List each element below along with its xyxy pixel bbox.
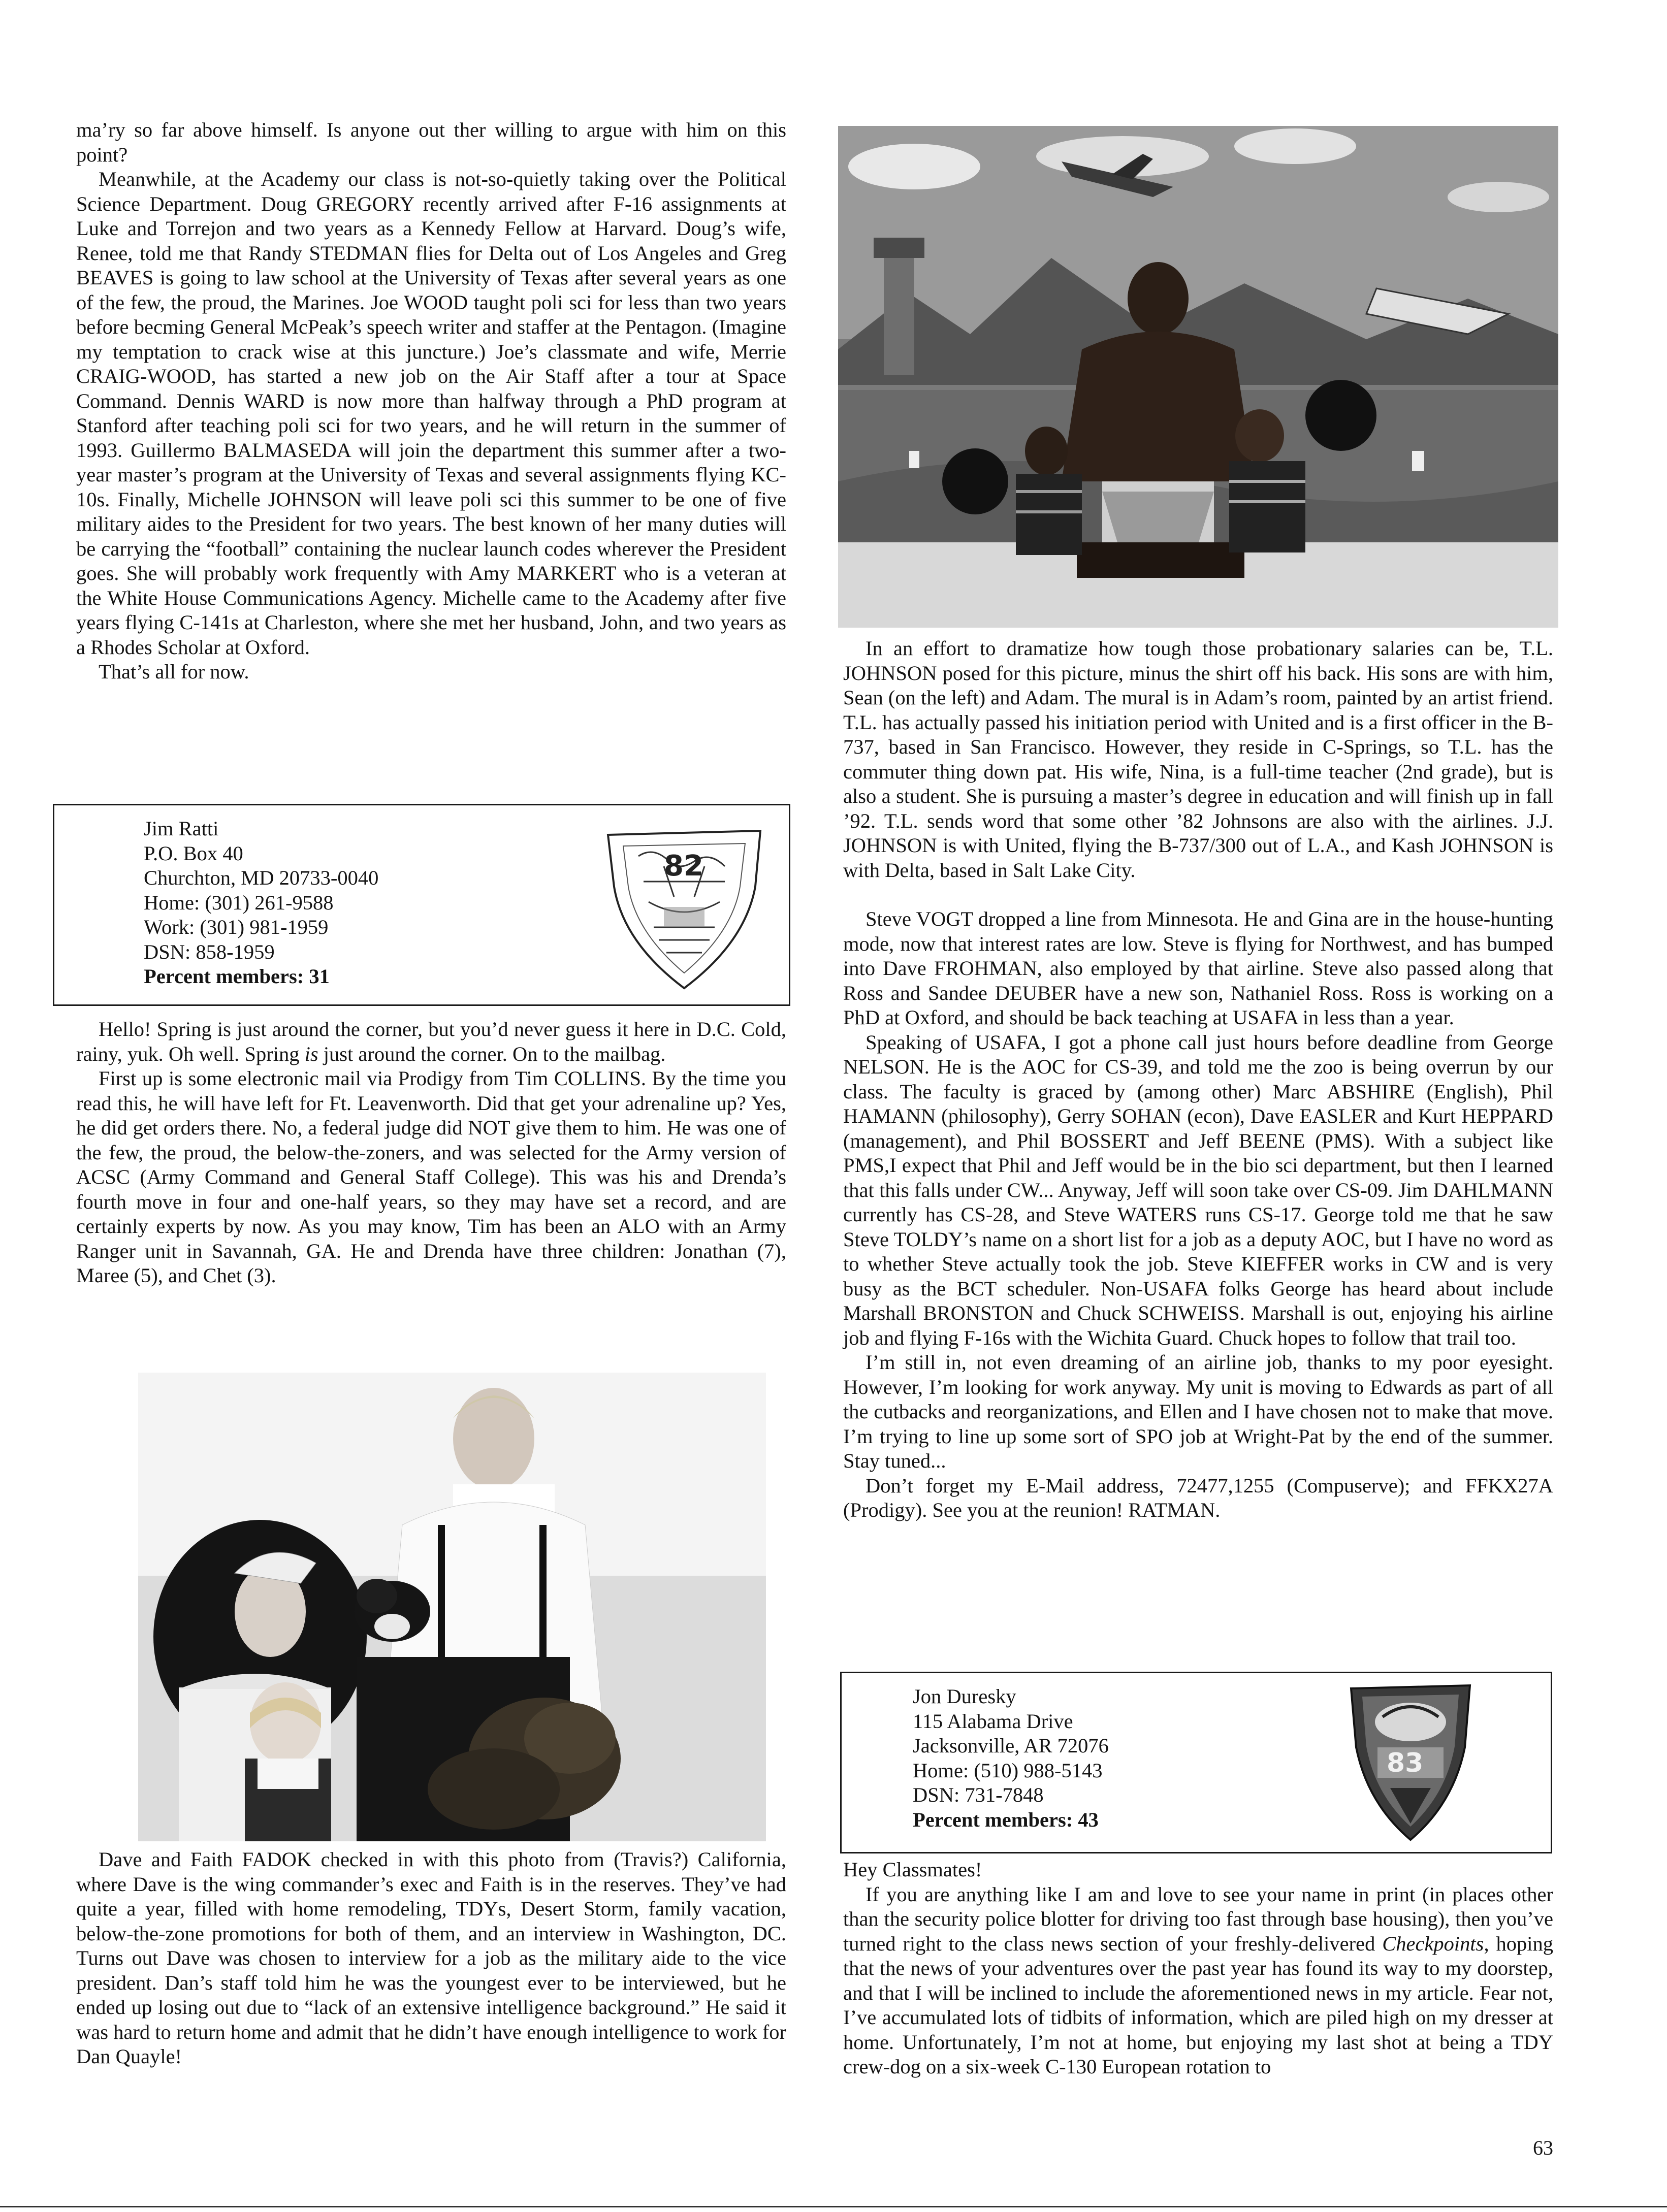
contact-box-jim-ratti bbox=[53, 804, 790, 1006]
contact-address: Churchton, MD 20733-0040 bbox=[144, 866, 379, 889]
paragraph: That’s all for now. bbox=[99, 660, 249, 683]
contact-address: P.O. Box 40 bbox=[144, 841, 243, 865]
crest-number: 82 bbox=[664, 850, 703, 883]
paragraph: I’m still in, not even dreaming of an airline job, thanks to my poor eyesight. However, I’m looking for work anyway. My unit is moving to Edwards as part of all the cutbacks and reorganizations, and Ellen and I have chosen not to make that move. I’m trying to line up some sort of SPO job at Wright-Pat by the end of the summer. Stay tuned... bbox=[843, 1351, 1553, 1472]
contact-percent-members: Percent members: 43 bbox=[913, 1808, 1099, 1831]
left-body-text bbox=[76, 1017, 786, 1288]
paragraph: If you are anything like I am and love to see your name in print (in places other than the security police blotter for driving too fast through base housing), then you’ve turned right to the class news section of your freshly-delivered Checkpoints, hoping that the news of your adventures over the past year has found its way to my doorstep, and that I will be inclined to include the aforementioned news in my article. Fear not, I’ve accumulated lots of tidbits of information, which are piled high on my dresser at home. Unfortunately, I’m not at home, but enjoying my last shot at being a TDY crew-dog on a six-week C-130 European rotation to bbox=[843, 1882, 1553, 2078]
johnson-mural-photo bbox=[838, 126, 1558, 628]
bottom-rule bbox=[0, 2206, 1667, 2207]
contact-dsn: DSN: 731-7848 bbox=[913, 1783, 1044, 1806]
left-intro-text bbox=[76, 118, 786, 685]
page-number: 63 bbox=[1533, 2136, 1553, 2159]
contact-box-jon-duresky bbox=[840, 1672, 1552, 1853]
right-closing-text bbox=[843, 1858, 1553, 2079]
paragraph: Steve VOGT dropped a line from Minnesota. He and Gina are in the house-hunting mode, now that interest rates are low. Steve is flying for Northwest, and has bumped into Dave FROHMAN, also employed by that airline. Steve also passed along that Ross and Sandee DEUBER have a new son, Nathaniel Ross. Ross is working on a PhD at Oxford, and should be back teaching at USAFA in less than a year. bbox=[843, 907, 1553, 1029]
paragraph: Hello! Spring is just around the corner, but you’d never guess it here in D.C. Cold, rainy, yuk. Oh well. Spring is just around the corner. On to the mailbag. bbox=[76, 1018, 786, 1065]
contact-work-phone: Work: (301) 981-1959 bbox=[144, 916, 329, 938]
paragraph: ma’ry so far above himself. Is anyone out ther willing to argue with him on this point? bbox=[76, 118, 786, 166]
contact-name: Jim Ratti bbox=[144, 817, 219, 840]
contact-home-phone: Home: (510) 988-5143 bbox=[913, 1759, 1103, 1782]
right-body-text bbox=[843, 907, 1553, 1523]
paragraph: Meanwhile, at the Academy our class is not-so-quietly taking over the Political Science Department. Doug GREGORY recently arrived after F-16 assignments at Luke and Torrejon and two years as a Kennedy Fellow at Harvard. Doug’s wife, Renee, told me that Randy STEDMAN flies for Delta out of Los Angeles and Greg BEAVES is going to law school at the University of Texas after several years as one of the few, the proud, the Marines. Joe WOOD taught poli sci for less than two years before becming General McPeak’s speech writer and staffer at the Pentagon. (Imagine my temptation to crack wise at this juncture.) Joe’s classmate and wife, Merrie CRAIG-WOOD, has started a new job on the Air Staff after a tour at Space Command. Dennis WARD is now more than halfway through a PhD program at Stanford after teaching poli sci for two years, and he will return in the summer of 1993. Guillermo BALMASEDA will join the department this summer after a two-year master’s program at the University of Texas and several assignments flying KC-10s. Finally, Michelle JOHNSON will leave poli sci this summer to be one of five military aides to the President for two years. The best known of her many duties will be carrying the “football” containing the nuclear launch codes wherever the President goes. She will probably work frequently with Amy MARKERT who is a veteran at the White House Communications Agency. Michelle came to the Academy after five years flying C-141s at Charleston, where she met her husband, John, and two years as a Rhodes Scholar at Oxford. bbox=[76, 168, 786, 659]
contact-dsn: DSN: 858-1959 bbox=[144, 940, 275, 963]
contact-address: Jacksonville, AR 72076 bbox=[913, 1734, 1109, 1757]
contact-address: 115 Alabama Drive bbox=[913, 1709, 1073, 1733]
fadok-photo-caption: Dave and Faith FADOK checked in with this photo from (Travis?) California, where Dave is the wing commander’s exec and Faith is in the reserves. They’ve had quite a year, filled with home remodeling, TDYs, Desert Storm, family vacation, below-the-zone promotions for both of them, and an interview in Washington, DC. Turns out Dave was chosen to interview for a job as the military aide to the vice president. Dan’s staff told him he was the youngest ever to be interviewed, but he ended up losing out due to “lack of an extensive intelligence background.” He said it was hard to return home and admit that he didn’t have enough intelligence to work for Dan Quayle! bbox=[76, 1848, 786, 2068]
contact-home-phone: Home: (301) 261-9588 bbox=[144, 891, 334, 914]
class-crest-83-icon bbox=[1347, 1681, 1474, 1844]
paragraph: First up is some electronic mail via Prodigy from Tim COLLINS. By the time you read this, he will have left for Ft. Leavenworth. Did that get your adrenaline up? Yes, he did get orders there. No, a federal judge did NOT give them to him. He was one of the few, the proud, the below-the-zoners, and was selected for the Army version of ACSC (Army Command and General Staff College). This was his and Drenda’s fourth move in four and one-half years, so they may have set a record, and are certainly experts by now. As you may know, Tim has been an ALO with an Army Ranger unit in Savannah, GA. He and Drenda have three children: Jonathan (7), Maree (5), and Chet (3). bbox=[76, 1067, 786, 1287]
contact-percent-members: Percent members: 31 bbox=[144, 965, 330, 988]
paragraph: Don’t forget my E-Mail address, 72477,1255 (Compuserve); and FFKX27A (Prodigy). See you at the reunion! RATMAN. bbox=[843, 1474, 1553, 1521]
paragraph: Speaking of USAFA, I got a phone call just hours before deadline from George NELSON. He is the AOC for CS-39, and told me the zoo is being overrun by our class. The faculty is graced by (among other) Marc ABSHIRE (English), Phil HAMANN (philosophy), Gerry SOHAN (econ), Dave EASLER and Kurt HEPPARD (management), and Phil BOSSERT and Jeff BEENE (PMS). With a subject like PMS,I expect that Phil and Jeff would be in the bio sci department, but then I learned that this falls under CW... Anyway, Jeff will soon take over CS-09. Jim DAHLMANN currently has CS-28, and Steve WATERS runs CS-17. George told me that he saw Steve TOLDY’s name on a short list for a job as a deputy AOC, but I have no word as to whether Steve actually took the job. Steve KIEFFER works in CW and is very busy as the BCT scheduler. Non-USAFA folks George has heard about include Marshall BRONSTON and Chuck SCHWEISS. Marshall is out, enjoying his airline job and flying F-16s with the Wichita Guard. Chuck hopes to follow that trail too. bbox=[843, 1030, 1553, 1349]
class-crest-82-icon bbox=[603, 826, 765, 993]
johnson-photo-caption: In an effort to dramatize how tough those probationary salaries can be, T.L. JOHNSON posed for this picture, minus the shirt off his back. His sons are with him, Sean (on the left) and Adam. The mural is in Adam’s room, painted by an artist friend. T.L. has actually passed his initiation period with United and is a first officer in the B-737, based in San Francisco. However, they reside in C-Springs, so T.L. has the commuter thing down pat. His wife, Nina, is a full-time teacher (2nd grade), but is also a student. She is pursuing a master’s degree in education and will finish up in fall ’92. T.L. sends word that some other ’82 Johnsons are also with the airlines. J.J. JOHNSON is with United, flying the B-737/300 out of L.A., and Kash JOHNSON is with Delta, based in Salt Lake City. bbox=[843, 637, 1553, 882]
contact-name: Jon Duresky bbox=[913, 1685, 1016, 1708]
fadok-family-photo bbox=[138, 1373, 766, 1841]
crest-number: 83 bbox=[1387, 1748, 1424, 1778]
greeting: Hey Classmates! bbox=[843, 1858, 982, 1881]
